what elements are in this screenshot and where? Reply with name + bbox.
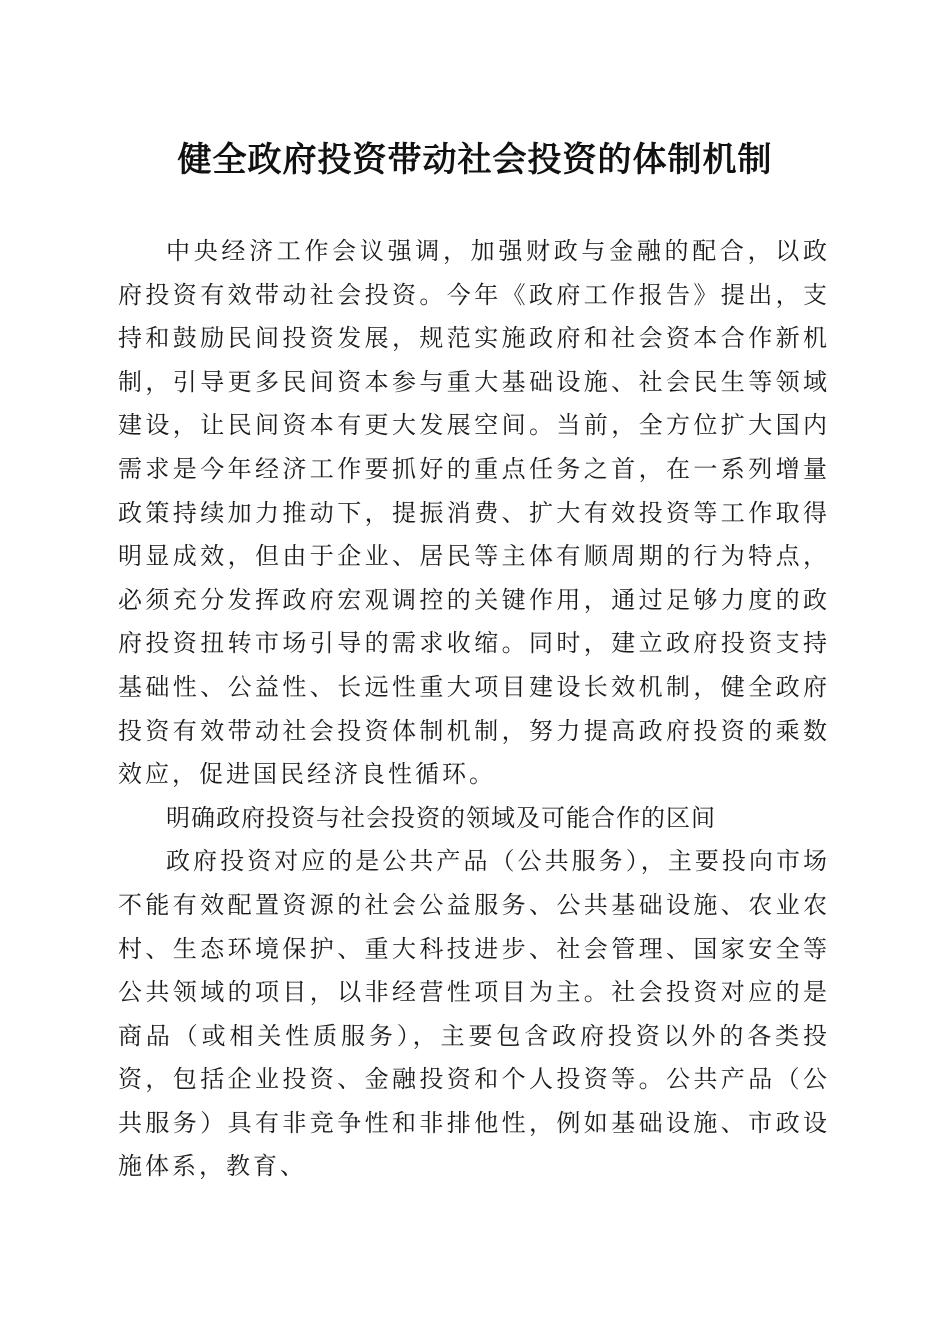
document-body: [118, 230, 830, 1189]
section-heading: 明确政府投资与社会投资的领域及可能合作的区间: [166, 803, 716, 832]
document-title: 健全政府投资带动社会投资的体制机制: [177, 140, 773, 180]
paragraph-section-1: 政府投资对应的是公共产品（公共服务），主要投向市场不能有效配置资源的社会公益服务、公共基础设施、农业农村、生态环境保护、重大科技进步、社会管理、国家安全等公共领域的项目，以非经营性项目为主。社会投资对应的是商品（或相关性质服务），主要包含政府投资以外的各类投资，包括企业投资、金融投资和个人投资等。公共产品（公共服务）具有非竞争性和非排他性，例如基础设施、市政设施体系，教育、: [118, 847, 830, 1181]
paragraph-intro: 中央经济工作会议强调，加强财政与金融的配合，以政府投资有效带动社会投资。今年《政府工作报告》提出，支持和鼓励民间投资发展，规范实施政府和社会资本合作新机制，引导更多民间资本参与重大基础设施、社会民生等领域建设，让民间资本有更大发展空间。当前，全方位扩大国内需求是今年经济工作要抓好的重点任务之首，在一系列增量政策持续加力推动下，提振消费、扩大有效投资等工作取得明显成效，但由于企业、居民等主体有顺周期的行为特点，必须充分发挥政府宏观调控的关键作用，通过足够力度的政府投资扭转市场引导的需求收缩。同时，建立政府投资支持基础性、公益性、长远性重大项目建设长效机制，健全政府投资有效带动社会投资体制机制，努力提高政府投资的乘数效应，促进国民经济良性循环。: [118, 237, 830, 789]
